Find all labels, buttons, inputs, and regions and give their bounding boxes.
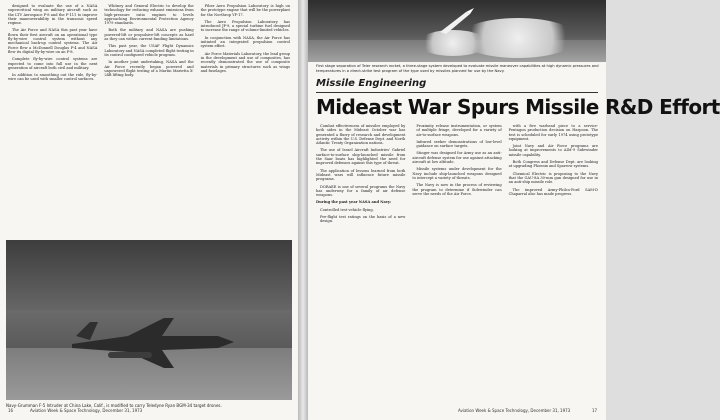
right-column <box>509 124 598 227</box>
aircraft-silhouette-icon <box>68 306 238 376</box>
article-paragraph: Infrared seeker demonstrations of low-level guidance on surface targets. <box>416 139 502 149</box>
article-paragraph: Combat effectiveness of missiles employed by both sides in the Mideast October war has generated a flurry of research and development activity within the U.S. Defense Dept. and North Atlantic Treaty Organization nations. <box>316 124 406 146</box>
article-paragraph: The improved Army-Philco-Ford SAM-D Chaparral also has made progress. <box>508 187 598 196</box>
photo-caption: First stage separation of Teler research rocket, a three-stage system developed to evaluate missile maneuver capabilities at high dynamic pressures and temperatures in a direct-strike test program of the type used by missiles planned for use by the Navy. <box>316 64 599 73</box>
photo-caption: Navy-Grumman F-5 Intruder at China Lake, Calif., is modified to carry Teledyne Ryan BGM-34 target drones. <box>6 403 222 408</box>
article-paragraph: DORAEE is one of several programs the Navy has underway for a family of air defense weapons. <box>316 184 406 198</box>
photo-sky <box>6 240 292 310</box>
article-paragraph: Both Congress and Defense Dept. are looking at upgrading Phoenix and Sparrow systems. <box>508 160 598 169</box>
left-column <box>104 4 193 85</box>
article-paragraph: In addition to smoothing out the ride, fly-by-wire can be used with smaller control surfaces. <box>8 73 98 82</box>
article-paragraph: Both the military and NASA are pushing powered-lift or propulsive-lift concepts as hard as they can within current funding limitations. <box>104 28 194 42</box>
page-number: 16 <box>8 408 14 413</box>
article-paragraph: Missile systems under development for the Navy include ship-launched weapons designed to intercept a variety of threats. <box>412 167 502 180</box>
article-paragraph: Proximity release instrumentation, or system of multiple fringe, developed for a variety of air-to-surface weapons. <box>416 124 502 137</box>
section-label: Missile Engineering <box>316 78 427 89</box>
article-paragraph: In conjunction with NASA, the Air Force has initiated an integrated propulsion control system effort. <box>200 35 290 49</box>
article-paragraph: Chemical Electric is proposing to the Navy that the GAU-8A 30-mm gun designed for use in an anti-ship missile role. <box>508 171 598 185</box>
rocket-icon <box>436 6 476 36</box>
article-paragraph: Controlled test vehicle flying. <box>320 207 374 212</box>
article-paragraph: Air Force Materials Laboratory, the lead group in the development and use of composites, has recently demonstrated the use of composite materials in primary structures such as wings and fuselages. <box>200 51 290 73</box>
aircraft-photo <box>6 240 292 400</box>
article-paragraph: Stinger was designed for Army use as an anti-aircraft defense system for use against attacking aircraft at low altitude. <box>412 151 502 165</box>
article-paragraph: Joint Navy and Air Force programs are looking at improvements to AIM-9 Sidewinder missile capability. <box>508 144 598 157</box>
page-footer: Aviation Week & Space Technology, December 31, 1973 <box>458 408 571 413</box>
right-text-columns <box>316 124 598 227</box>
section-rule <box>316 92 598 93</box>
article-headline: Mideast War Spurs Missile R&D Effort <box>316 95 720 119</box>
page-footer: Aviation Week & Space Technology, December 31, 1973 <box>30 408 143 413</box>
article-paragraph: During the past year NASA and Navy: <box>316 200 392 205</box>
article-paragraph: Whitney and General Electric to develop the technology for reducing exhaust emissions from high-pressure ratio engines to levels approaching Environmental Protection Agency 1979 standards. <box>104 4 194 26</box>
right-page <box>308 0 720 420</box>
left-column <box>8 4 97 85</box>
article-paragraph: Complete fly-by-wire control systems are expected to come into full use in the next generation of aircraft both civil and military. <box>8 57 98 70</box>
article-paragraph: designed to evaluate the use of a NASA supercritical wing on military aircraft such as the LTV Aerospace F-8 and the F-111 to improve their maneuverability in the transonic speed regime. <box>8 4 98 26</box>
left-text-columns <box>8 4 290 85</box>
page-number: 17 <box>592 408 598 413</box>
left-column <box>201 4 290 85</box>
article-paragraph: The use of Israel Aircraft Industries' Gabriel surface-to-surface ship-launched missile from the Saar boats has highlighted the need for improved defenses against this type of threat. <box>316 148 406 166</box>
article-paragraph: The Navy is now in the process of reviewing the program to determine if Sidewinder can serve the needs of the Air Force. <box>412 183 502 196</box>
left-page <box>0 0 298 420</box>
rocket-launch-photo <box>308 0 606 62</box>
article-paragraph: In another joint undertaking, NASA and the Air Force recently began powered and unpowered flight testing of a Martin Marietta X-24B lifting body. <box>104 60 194 78</box>
right-column <box>316 124 405 227</box>
article-paragraph: The application of lessons learned from both Mideast wars will influence future missile programs. <box>316 168 406 182</box>
article-paragraph: The Aero Propulsion Laboratory has introduced JP-9, a special turbine fuel designed to increase the range of volume-limited vehicles. <box>200 19 290 33</box>
article-paragraph: with a five warhead piece to a service-Pentagon production decision on Harpoon. The test is scheduled for early 1974 using prototype equipment. <box>508 124 598 141</box>
right-column <box>412 124 501 227</box>
article-paragraph: This past year, the USAF Flight Dynamics Laboratory and NASA completed flight testing in its control configured vehicle program. <box>104 44 194 57</box>
article-paragraph: Pre-flight test ratings on the basis of a new design. <box>320 215 406 224</box>
article-paragraph: Fiber Aero Propulsion Laboratory is high on the prototype engine that will be the powerplant for the Northrop YF-17. <box>200 4 290 17</box>
page-gutter <box>298 0 308 420</box>
article-paragraph: The Air Force and NASA this past year have flown their first aircraft on an operational type fly-by-wire control system without any mechanical back-up control systems. The Air Force flew a McDonnell Douglas F-4 and NASA flew its digital fly-by-wire on an F-8. <box>8 28 98 54</box>
